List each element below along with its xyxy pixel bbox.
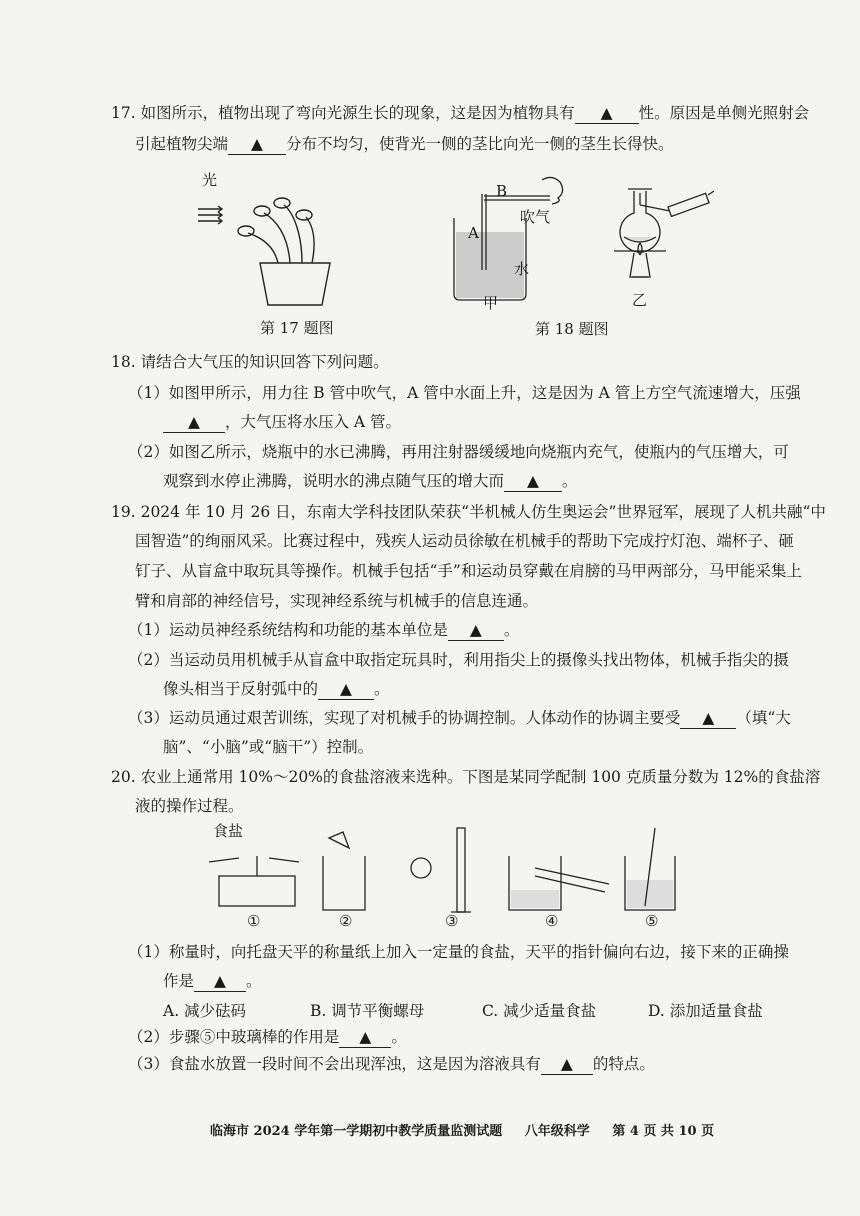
plant-figure [190, 165, 360, 337]
exam-title: 临海市 2024 学年第一学期初中教学质量监测试题 [210, 1124, 503, 1139]
label-b: B [496, 182, 508, 200]
q19-p1: （1）运动员神经系统结构和功能的基本单位是 ▲ 。 [128, 621, 520, 639]
label-a: A [468, 224, 479, 242]
step-1-label: ① [247, 912, 261, 930]
option-a[interactable]: A. 减少砝码 [163, 1002, 247, 1020]
page-number: 第 4 页 共 10 页 [612, 1124, 715, 1139]
answer-blank[interactable]: ▲ [541, 1054, 593, 1075]
label-blow: 吹气 [520, 208, 551, 226]
q20-line2: 液的操作过程。 [135, 797, 244, 815]
answer-blank[interactable]: ▲ [339, 1027, 391, 1048]
option-b[interactable]: B. 调节平衡螺母 [310, 1002, 425, 1020]
label-water: 水 [514, 260, 530, 278]
q19-line2: 国智造”的绚丽风采。比赛过程中，残疾人运动员徐敏在机械手的帮助下完成拧灯泡、端杯子、砸 [135, 532, 794, 550]
answer-blank[interactable]: ▲ [318, 679, 374, 700]
solution-prep-figure [205, 818, 705, 933]
flask-syringe-drawing [610, 185, 720, 315]
option-c[interactable]: C. 减少适量食盐 [482, 1002, 597, 1020]
answer-blank[interactable]: ▲ [448, 620, 504, 641]
light-label: 光 [202, 171, 218, 189]
answer-blank[interactable]: ▲ [163, 412, 225, 433]
label-yi: 乙 [632, 291, 648, 309]
step-2-label: ② [339, 912, 353, 930]
salt-label: 食盐 [213, 822, 244, 840]
answer-blank[interactable]: ▲ [680, 708, 736, 729]
q19-line3: 钉子、从盲盒中取玩具等操作。机械手包括“手”和运动员穿戴在肩膀的马甲两部分，马甲能采集上 [135, 562, 802, 580]
q19-p3-line1: （3）运动员通过艰苦训练，实现了对机械手的协调控制。人体动作的协调主要受 ▲ （填“大 [128, 709, 791, 727]
answer-blank[interactable]: ▲ [228, 134, 286, 155]
label-jia: 甲 [483, 294, 499, 312]
option-d[interactable]: D. 添加适量食盐 [648, 1002, 763, 1020]
q20-p1-line1: （1）称量时，向托盘天平的称量纸上加入一定量的食盐，天平的指针偏向右边，接下来的正确操 [128, 943, 789, 961]
q20-p3: （3）食盐水放置一段时间不会出现浑浊，这是因为溶液具有 ▲ 的特点。 [128, 1055, 655, 1073]
q20-p1-line2: 作是 ▲ 。 [163, 972, 262, 990]
q17-line1: 17. 如图所示，植物出现了弯向光源生长的现象，这是因为植物具有 ▲ 性。原因是单侧光照射会 [111, 104, 810, 122]
answer-blank[interactable]: ▲ [575, 103, 639, 124]
q18-p1-line1: （1）如图甲所示，用力往 B 管中吹气，A 管中水面上升，这是因为 A 管上方空气流速增大，压强 [128, 384, 801, 402]
plant-drawing [190, 165, 360, 315]
q18-p2-line1: （2）如图乙所示，烧瓶中的水已沸腾，再用注射器缓缓地向烧瓶内充气，使瓶内的气压增大，可 [128, 443, 789, 461]
beaker-tube-drawing [440, 170, 600, 310]
q19-line1: 19. 2024 年 10 月 26 日，东南大学科技团队荣获“半机械人仿生奥运会”世界冠军，展现了人机共融“中 [111, 503, 826, 521]
step-5-label: ⑤ [645, 912, 659, 930]
q18-p1-line2: ▲ ，大气压将水压入 A 管。 [163, 412, 401, 433]
q20-p2: （2）步骤⑤中玻璃棒的作用是 ▲ 。 [128, 1028, 407, 1046]
answer-blank[interactable]: ▲ [194, 971, 246, 992]
fig18-yi [610, 185, 720, 315]
subject-label: 八年级科学 [524, 1124, 590, 1139]
q19-p3-line2: 脑”、“小脑”或“脑干”）控制。 [163, 738, 374, 756]
fig18-caption: 第 18 题图 [535, 320, 609, 338]
fig18-jia [440, 170, 600, 310]
answer-blank[interactable]: ▲ [504, 471, 562, 492]
q19-p2-line1: （2）当运动员用机械手从盲盒中取指定玩具时，利用指尖上的摄像头找出物体，机械手指尖的摄 [128, 651, 789, 669]
q18-p2-line2: 观察到水停止沸腾，说明水的沸点随气压的增大而 ▲ 。 [163, 472, 578, 490]
q19-p2-line2: 像头相当于反射弧中的 ▲ 。 [163, 680, 390, 698]
q20-line1: 20. 农业上通常用 10%～20%的食盐溶液来选种。下图是某同学配制 100 克质量分数为 12%的食盐溶 [111, 768, 821, 786]
fig17-caption: 第 17 题图 [260, 319, 334, 337]
page-footer [210, 1120, 732, 1139]
q17-line2: 引起植物尖端 ▲ 分布不均匀，使背光一侧的茎比向光一侧的茎生长得快。 [135, 135, 674, 153]
step-3-label: ③ [445, 912, 459, 930]
step-4-label: ④ [545, 912, 559, 930]
q19-line4: 臂和肩部的神经信号，实现神经系统与机械手的信息连通。 [135, 592, 539, 610]
q18-stem: 18. 请结合大气压的知识回答下列问题。 [111, 353, 389, 371]
